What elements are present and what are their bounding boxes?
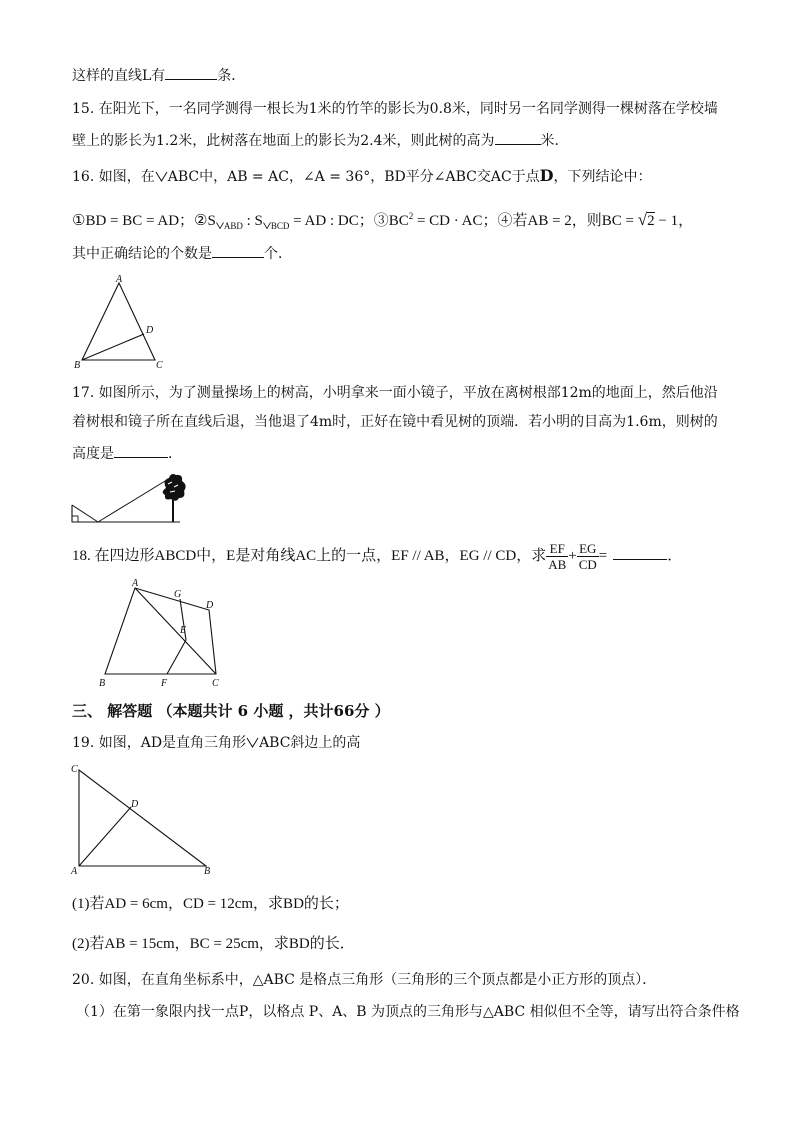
q17-line2: 着树根和镜子所在直线后退，当他退了4m时，正好在镜中看见树的顶端．若小明的目高为1.6m，则树的 <box>72 414 718 430</box>
label-b: B <box>204 866 211 877</box>
q20-line1: 20. 如图，在直角坐标系中，△ABC 是格点三角形（三角形的三个顶点都是小正方形的顶点）． <box>72 972 657 988</box>
q16-text: ①BD = BC = AD；②S <box>72 213 216 229</box>
answer-blank[interactable] <box>212 244 264 258</box>
sqrt-radicand: 2 <box>647 213 655 229</box>
q15-line2 <box>72 131 569 150</box>
answer-blank[interactable] <box>613 546 667 560</box>
q17-line3 <box>72 444 182 463</box>
superscript: 2 <box>408 211 414 221</box>
q19-figure <box>70 760 220 878</box>
triangle-symbol-icon <box>263 222 271 229</box>
equals-sign: = <box>598 548 608 564</box>
q16-line3 <box>72 244 292 263</box>
label-a: A <box>116 274 123 285</box>
tree-icon <box>163 474 186 522</box>
q15-text-end: 米． <box>540 133 569 149</box>
fraction-numerator: EG <box>577 541 599 557</box>
q16-text-end: 个． <box>264 246 292 262</box>
segment-ef <box>167 640 186 674</box>
q15-text: 壁上的影长为1.2米，此树落在地面上的影长为2.4米，则此树的高为 <box>72 133 495 149</box>
q17-text-end: ． <box>168 446 182 462</box>
q16-text: 16. 如图，在 <box>72 169 155 185</box>
label-d: D <box>146 325 154 336</box>
label-a: A <box>132 578 139 589</box>
segment-bd <box>82 334 144 360</box>
q16-figure <box>70 272 180 372</box>
right-angle-mark <box>72 516 78 522</box>
answer-blank[interactable] <box>165 66 217 80</box>
label-d: D <box>206 600 214 611</box>
q16-text: : S <box>242 213 263 229</box>
point-d-label: D <box>539 166 554 185</box>
q17-figure <box>70 470 200 526</box>
q15-line1: 15. 在阳光下，一名同学测得一根长为1米的竹竿的影长为0.8米，同时另一名同学测得一棵树落在学校墙 <box>72 101 718 117</box>
q16-text: ，下列结论中： <box>553 169 652 185</box>
q16-text: = CD · AC；④若AB = 2，则BC = <box>413 213 638 229</box>
fraction-ef-ab <box>546 541 568 572</box>
q19-line1 <box>72 734 360 752</box>
q18-text: 18. 在四边形ABCD中，E是对角线AC上的一点，EF // AB，EG // CD，求 <box>72 548 547 564</box>
q16-text: = AD : DC；③BC <box>289 213 409 229</box>
altitude-ad <box>79 807 131 866</box>
q14-text-end: 条． <box>217 68 246 84</box>
q17-line1: 17. 如图所示，为了测量操场上的树高，小明拿来一面小镜子，平放在离树根部12m的地面上，然后他沿 <box>72 385 718 401</box>
fraction-denominator: AB <box>548 557 567 573</box>
answer-blank[interactable] <box>495 131 541 145</box>
sight-line-incident <box>72 505 98 522</box>
q20-line2: （1）在第一象限内找一点P，以格点 P、A、B 为顶点的三角形与△ABC 相似但不全等，请写出符合条件格 <box>76 1004 740 1020</box>
label-a: A <box>71 866 78 877</box>
label-d: D <box>131 799 139 810</box>
label-c: C <box>71 764 78 775</box>
q19-text: 19. 如图，AD是直角三角形 <box>72 735 247 751</box>
q16-line2 <box>72 207 693 235</box>
sight-line-reflected <box>98 478 170 522</box>
label-c: C <box>156 360 163 371</box>
diagonal-ac <box>135 588 216 674</box>
q19-part1: (1)若AD = 6cm，CD = 12cm，求BD的长； <box>72 896 349 912</box>
fraction-denominator: CD <box>578 557 597 573</box>
label-g: G <box>174 589 182 600</box>
q16-line1 <box>72 167 652 186</box>
plus-sign: + <box>568 548 577 564</box>
q17-text: 高度是 <box>72 446 114 462</box>
label-f: F <box>161 678 168 689</box>
sqrt-icon: √ <box>637 210 648 229</box>
label-b: B <box>99 678 106 689</box>
triangle-symbol-icon <box>216 222 224 229</box>
q19-text: ABC斜边上的高 <box>259 735 361 751</box>
triangle-symbol-icon <box>246 737 259 748</box>
answer-blank[interactable] <box>114 444 168 458</box>
q16-text: 其中正确结论的个数是 <box>72 246 212 262</box>
quadrilateral-abcd <box>105 588 216 674</box>
subscript: BCD <box>270 221 290 231</box>
subscript: ABD <box>223 221 243 231</box>
q14-text: 这样的直线L有 <box>72 68 166 84</box>
label-b: B <box>74 360 81 371</box>
q16-text: ABC中，AB = AC，∠A = 36°，BD平分∠ABC交AC于点 <box>167 169 540 185</box>
q14-tail <box>72 66 245 85</box>
triangle-abc <box>79 770 206 866</box>
triangle-abc <box>82 283 155 360</box>
q18-figure <box>96 578 230 690</box>
fraction-eg-cd <box>577 541 599 572</box>
fraction-numerator: EF <box>546 541 568 557</box>
section-heading: 三、 解答题 （本题共计 6 小题 ，共计66分 ） <box>72 702 390 720</box>
label-c: C <box>212 678 219 689</box>
q18-line <box>72 538 682 574</box>
q18-text-end: ． <box>667 548 683 564</box>
q16-text: − 1， <box>654 213 694 229</box>
q19-part2: (2)若AB = 15cm，BC = 25cm，求BD的长． <box>72 936 355 952</box>
label-e: E <box>180 625 187 636</box>
triangle-symbol-icon <box>155 171 168 182</box>
